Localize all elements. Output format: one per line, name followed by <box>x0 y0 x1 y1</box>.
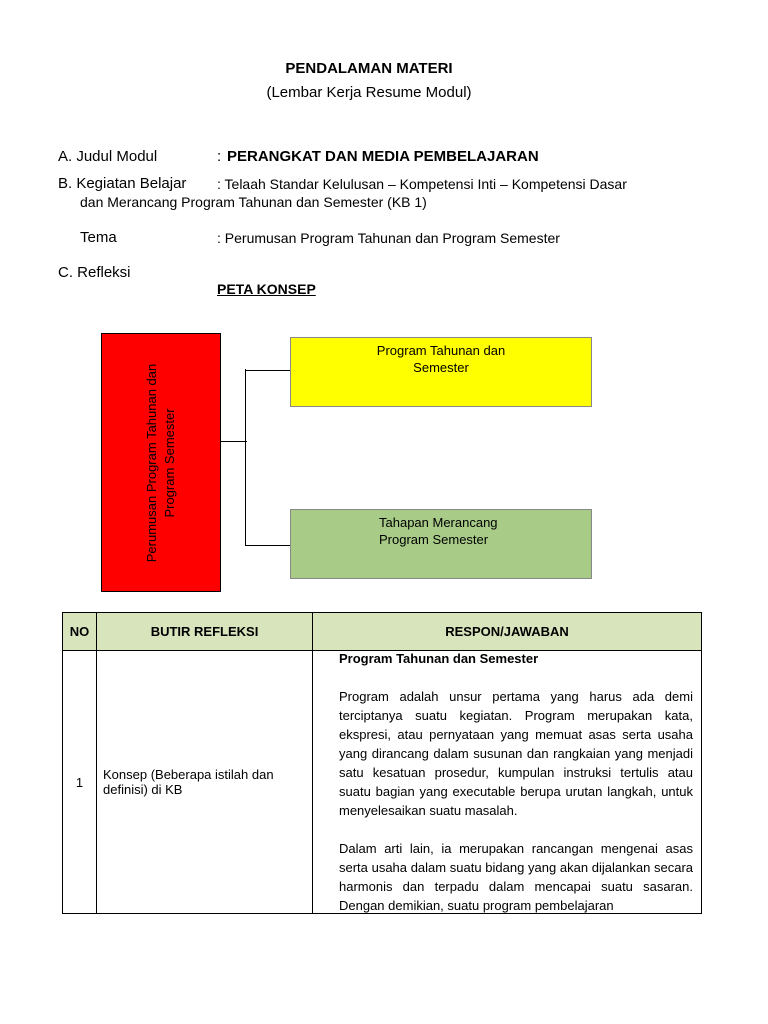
response-paragraph-2: Dalam arti lain, ia merupakan rancangan mengenai asas serta usaha dalam suatu bidang yang akan dijalankan secara harmonis dan terpadu dalam mencapai suatu sasaran. Dengan demikian, suatu program pembelajaran <box>339 841 693 913</box>
tema-label: Tema <box>80 229 117 246</box>
connector-to-node2 <box>245 545 290 546</box>
row-no: 1 <box>63 651 97 914</box>
connector-to-node1 <box>245 370 290 371</box>
kegiatan-value-line2: dan Merancang Program Tahunan dan Semester (KB 1) <box>80 194 427 210</box>
concept-map-title: PETA KONSEP <box>217 281 316 297</box>
table-row <box>63 651 702 914</box>
row-response <box>313 651 702 914</box>
kegiatan-value-line1: : Telaah Standar Kelulusan – Kompetensi Inti – Kompetensi Dasar <box>217 176 627 192</box>
judul-value: PERANGKAT DAN MEDIA PEMBELAJARAN <box>227 148 539 165</box>
table-header-row <box>63 613 702 651</box>
concept-node-program-tahunan <box>290 337 592 407</box>
judul-separator: : <box>217 148 222 165</box>
node1-label <box>291 342 591 376</box>
concept-root-line1: Perumusan Program Tahunan dan <box>144 363 159 562</box>
judul-label: A. Judul Modul <box>58 148 158 165</box>
row-item: Konsep (Beberapa istilah dan definisi) di KB <box>97 651 313 914</box>
concept-node-tahapan <box>290 509 592 579</box>
refleksi-label: C. Refleksi <box>58 264 131 281</box>
node2-label <box>379 514 498 548</box>
kegiatan-label: B. Kegiatan Belajar <box>58 175 187 192</box>
reflection-table <box>62 612 702 914</box>
header-respon: RESPON/JAWABAN <box>313 613 702 651</box>
concept-root-node <box>101 333 221 592</box>
response-paragraph-1: Program adalah unsur pertama yang harus ada demi terciptanya suatu kegiatan. Program merupakan kata, ekspresi, atau pernyataan yang memuat asas serta usaha yang dirancang dalam susunan dan rangkaian yang menjadi satu kesatuan prosedur, kumpulan instruksi tertulis atau suatu bagian yang executable berupa urutan langkah, untuk menyelesaikan suatu masalah. <box>339 689 693 818</box>
page-subtitle: (Lembar Kerja Resume Modul) <box>266 84 472 101</box>
node2-line1: Tahapan Merancang <box>379 515 498 530</box>
node1-line2: Semester <box>413 360 469 375</box>
connector-horizontal-root <box>221 441 247 442</box>
concept-root-line2: Program Semester <box>162 407 177 518</box>
tema-value: : Perumusan Program Tahunan dan Program Semester <box>217 230 560 246</box>
header-no: NO <box>63 613 97 651</box>
header-butir: BUTIR REFLEKSI <box>97 613 313 651</box>
node1-line1: Program Tahunan dan <box>376 343 506 358</box>
page-title: PENDALAMAN MATERI <box>285 60 453 77</box>
concept-root-label <box>143 343 179 583</box>
response-heading: Program Tahunan dan Semester <box>339 651 539 666</box>
connector-vertical <box>245 369 246 546</box>
node2-line2: Program Semester <box>379 532 489 547</box>
response-content <box>339 651 693 913</box>
